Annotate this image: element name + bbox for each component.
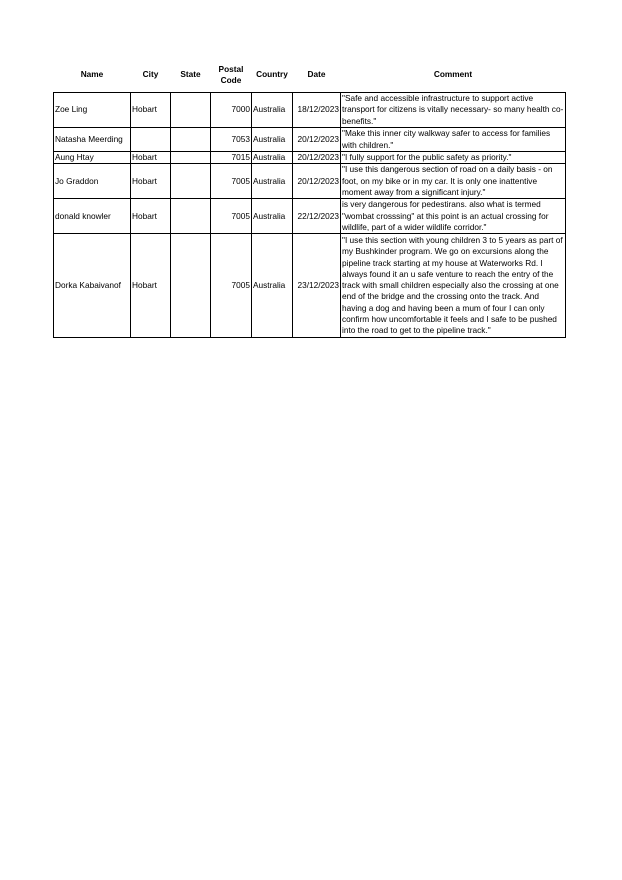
cell-comment: "I fully support for the public safety as priority." xyxy=(341,152,566,164)
cell-date: 20/12/2023 xyxy=(293,128,341,152)
table-header xyxy=(54,62,566,93)
cell-comment: "I use this dangerous section of road on a daily basis - on foot, on my bike or in my car. It is only one inattentive moment away from a significant injury." xyxy=(341,164,566,199)
cell-name: Jo Graddon xyxy=(54,164,131,199)
cell-state xyxy=(171,128,211,152)
header-postal-code xyxy=(211,62,252,88)
table-row xyxy=(54,128,566,152)
table-body xyxy=(54,93,566,338)
cell-country: Australia xyxy=(252,128,293,152)
cell-city: Hobart xyxy=(131,234,171,338)
cell-state xyxy=(171,93,211,128)
cell-city xyxy=(131,128,171,152)
cell-state xyxy=(171,234,211,338)
cell-state xyxy=(171,199,211,234)
header-postal-code-line1: Postal xyxy=(218,63,244,74)
cell-postal-code: 7005 xyxy=(211,234,252,338)
header-date: Date xyxy=(307,69,326,80)
header-city: City xyxy=(142,69,159,80)
cell-postal-code: 7005 xyxy=(211,199,252,234)
cell-name: donald knowler xyxy=(54,199,131,234)
header-country: Country xyxy=(256,69,288,80)
cell-date: 18/12/2023 xyxy=(293,93,341,128)
cell-name: Natasha Meerding xyxy=(54,128,131,152)
cell-country: Australia xyxy=(252,199,293,234)
cell-city: Hobart xyxy=(131,199,171,234)
cell-name: Zoe Ling xyxy=(54,93,131,128)
header-state: State xyxy=(180,69,201,80)
cell-comment: "I use this section with young children 3 to 5 years as part of my Bushkinder program. We go on excursions along the pipeline track starting at my house at Waterworks Rd. I always found it an u safe venture to reach the entry of the track with small children especially also the crossing at one end of the bridge and the crossing onto the track. And having a dog and having been a mum of four I can only confirm how uncomfortable it feels and I safe to be pushed into the road to get to the pipeline track." xyxy=(341,234,566,338)
cell-comment: is very dangerous for pedestirans. also what is termed "wombat crosssing" at this point is an actual crossing for wildlife, part of a wider wildlife corridor." xyxy=(341,199,566,234)
cell-date: 20/12/2023 xyxy=(293,152,341,164)
cell-date: 23/12/2023 xyxy=(293,234,341,338)
cell-date: 20/12/2023 xyxy=(293,164,341,199)
petition-table xyxy=(53,62,566,338)
table-row xyxy=(54,93,566,128)
header-name: Name xyxy=(80,69,104,80)
cell-city: Hobart xyxy=(131,93,171,128)
cell-postal-code: 7053 xyxy=(211,128,252,152)
cell-name: Dorka Kabaivanof xyxy=(54,234,131,338)
cell-country: Australia xyxy=(252,152,293,164)
cell-postal-code: 7015 xyxy=(211,152,252,164)
cell-country: Australia xyxy=(252,164,293,199)
cell-date: 22/12/2023 xyxy=(293,199,341,234)
cell-name: Aung Htay xyxy=(54,152,131,164)
table-row xyxy=(54,199,566,234)
cell-postal-code: 7000 xyxy=(211,93,252,128)
cell-state xyxy=(171,152,211,164)
cell-state xyxy=(171,164,211,199)
cell-country: Australia xyxy=(252,93,293,128)
table-row xyxy=(54,164,566,199)
header-comment: Comment xyxy=(433,69,473,80)
header-postal-code-line2: Code xyxy=(220,75,242,85)
cell-postal-code: 7005 xyxy=(211,164,252,199)
table-row xyxy=(54,152,566,164)
cell-city: Hobart xyxy=(131,152,171,164)
cell-comment: "Safe and accessible infrastructure to support active transport for citizens is vitally necessary- so many health co-benefits." xyxy=(341,93,566,128)
cell-city: Hobart xyxy=(131,164,171,199)
table-row xyxy=(54,234,566,338)
cell-country: Australia xyxy=(252,234,293,338)
cell-comment: "Make this inner city walkway safer to access for families with children." xyxy=(341,128,566,152)
spreadsheet-page xyxy=(53,62,566,338)
